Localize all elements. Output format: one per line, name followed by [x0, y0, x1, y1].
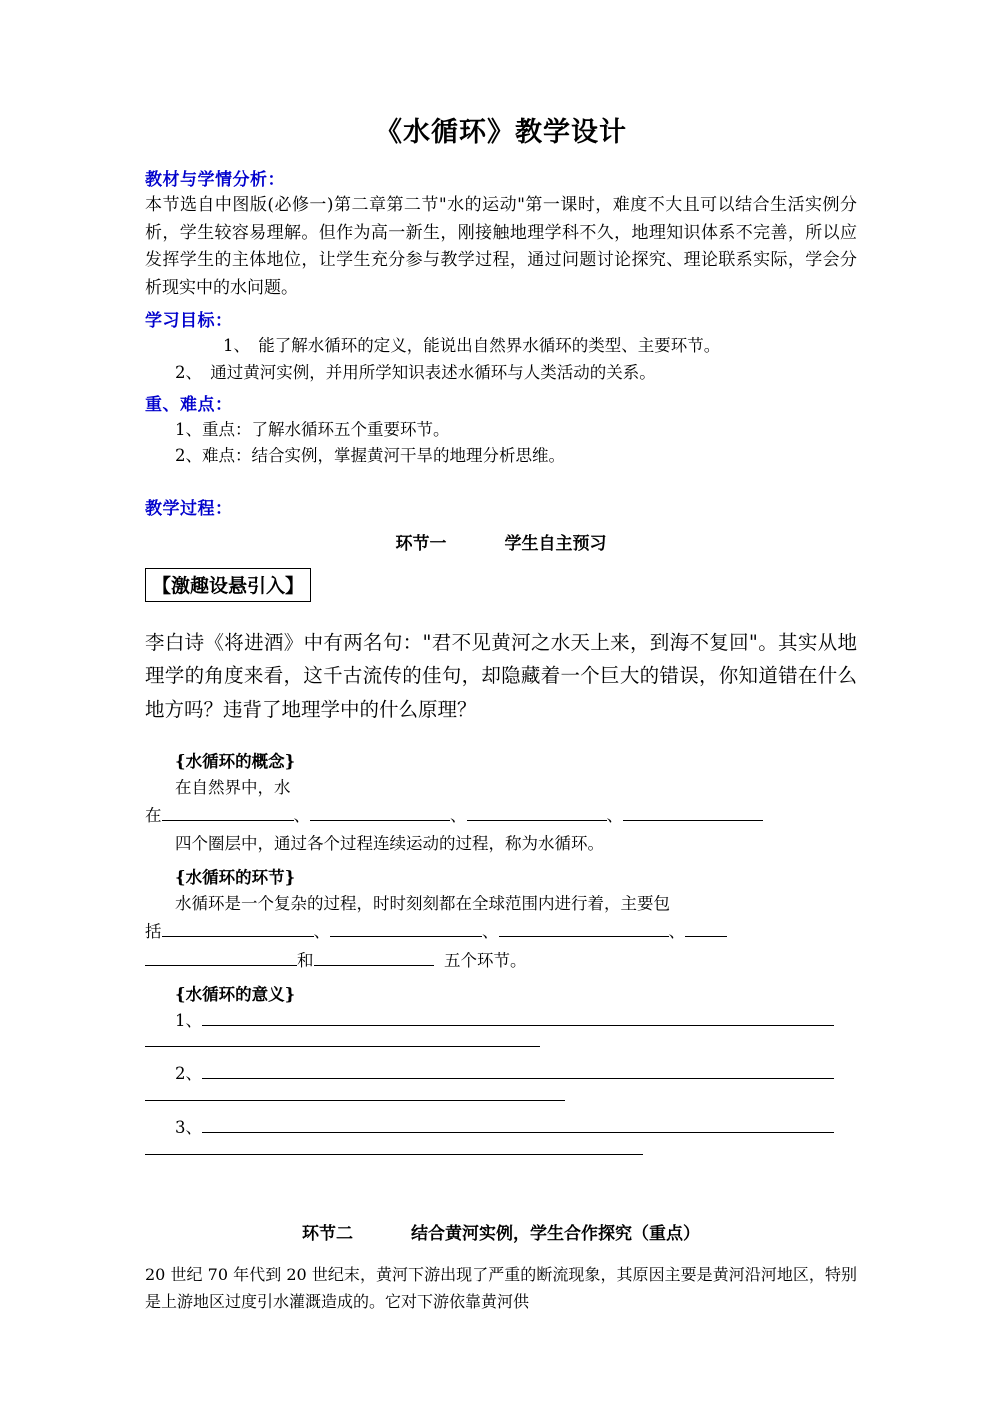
concept-line-3: 四个圈层中，通过各个过程连续运动的过程，称为水循环。: [175, 834, 604, 854]
blank-field[interactable]: [499, 921, 669, 937]
links-line-2: 括 、 、 、: [145, 918, 857, 946]
analysis-body: 本节选自中图版(必修一)第二章第二节"水的运动"第一课时，难度不大且可以结合生活实例分析，学生较容易理解。但作为高一新生，刚接触地理学科不久，地理知识体系不完善，所以应发挥学生的主体地位，让学生充分参与教学过程，通过问题讨论探究、理论联系实际，学会分析现实中的水问题。: [145, 195, 857, 298]
links-line-1: 水循环是一个复杂的过程，时时刻刻都在全球范围内进行着，主要包: [175, 894, 670, 914]
link-one-title: 学生自主预习: [504, 533, 607, 554]
meaning-number: 2、: [175, 1064, 202, 1084]
boxed-title: 【激趣设悬引入】: [145, 568, 311, 602]
keypoint-item: 1、重点：了解水循环五个重要环节。: [175, 419, 450, 439]
blank-field[interactable]: [145, 1046, 540, 1047]
concept-line-2-prefix: 在: [145, 806, 162, 826]
blank-field[interactable]: [202, 1010, 834, 1026]
blank-field[interactable]: [145, 950, 297, 966]
blank-field[interactable]: [162, 805, 294, 821]
section-heading-objectives: 学习目标：: [145, 311, 233, 332]
link-one-header: [145, 529, 857, 554]
links-heading: {水循环的环节}: [175, 868, 296, 888]
blank-field[interactable]: [623, 805, 763, 821]
concept-heading: {水循环的概念}: [175, 752, 296, 772]
section-heading-analysis: 教材与学情分析：: [145, 170, 285, 190]
document-content: [145, 110, 857, 1315]
concept-line-1: 在自然界中，水: [175, 778, 291, 798]
blank-field[interactable]: [467, 805, 607, 821]
blank-field[interactable]: [330, 921, 482, 937]
section-heading-keypoints: 重、难点：: [145, 394, 233, 415]
meaning-number: 1、: [175, 1010, 202, 1030]
links-line-2-prefix: 括: [145, 922, 162, 942]
meaning-heading: {水循环的意义}: [175, 984, 296, 1004]
blank-field[interactable]: [202, 1117, 834, 1133]
blank-field[interactable]: [202, 1063, 834, 1079]
link-two-label: 环节二: [302, 1224, 353, 1245]
meaning-number: 3、: [175, 1118, 202, 1138]
links-line-3-mid: 和: [297, 950, 314, 970]
links-line-3-suffix: 五个环节。: [444, 950, 527, 970]
meaning-row-2: [145, 1060, 857, 1089]
links-line-3: [145, 947, 857, 975]
link-one-label: 环节一: [395, 533, 447, 554]
meaning-row-3: [145, 1114, 857, 1143]
keypoint-item: 2、难点：结合实例，掌握黄河干旱的地理分析思维。: [175, 446, 565, 466]
intro-paragraph: 李白诗《将进酒》中有两名句："君不见黄河之水天上来，到海不复回"。其实从地理学的角度来看，这千古流传的佳句，却隐藏着一个巨大的错误，你知道错在什么地方吗？违背了地理学中的什么原理？: [145, 630, 857, 721]
link-two-header: [145, 1219, 857, 1244]
objective-item: 2、 通过黄河实例，并用所学知识表述水循环与人类活动的关系。: [175, 362, 656, 382]
meaning-row-1: [145, 1007, 857, 1036]
objective-item: 1、 能了解水循环的定义，能说出自然界水循环的类型、主要环节。: [223, 336, 721, 356]
blank-field[interactable]: [314, 950, 434, 966]
link-two-title: 结合黄河实例，学生合作探究（重点）: [411, 1224, 700, 1245]
section-heading-process: 教学过程：: [145, 498, 233, 519]
blank-field[interactable]: [145, 1100, 565, 1101]
blank-field[interactable]: [310, 805, 450, 821]
case-paragraph: 20 世纪 70 年代到 20 世纪末，黄河下游出现了严重的断流现象，其原因主要是黄河沿河地区，特别是上游地区过度引水灌溉造成的。它对下游依靠黄河供: [145, 1265, 857, 1311]
blank-field[interactable]: [685, 921, 727, 937]
page-title: 《水循环》教学设计: [375, 117, 627, 148]
concept-line-2: 在 、 、 、: [145, 802, 857, 830]
blank-field[interactable]: [162, 921, 314, 937]
